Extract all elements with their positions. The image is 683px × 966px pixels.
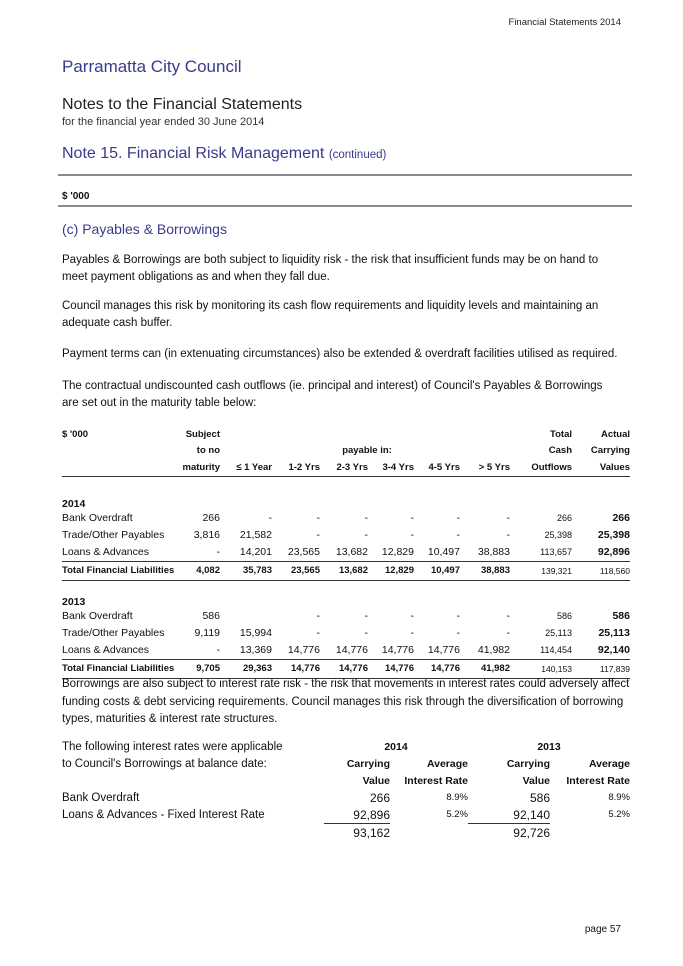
table-cell: -	[364, 512, 368, 524]
ir-value-b: Value	[522, 774, 550, 787]
total-cell: 35,783	[220, 561, 272, 580]
total-cell: 14,776	[272, 659, 320, 678]
table-cell: -	[410, 627, 414, 639]
ir-total-2014: 93,162	[324, 824, 390, 842]
table-cell: -	[316, 512, 320, 524]
total-cell: 23,565	[272, 561, 320, 580]
table-cell: 9,119	[194, 627, 220, 639]
ir-row-label: Bank Overdraft	[62, 791, 140, 804]
table-cell: -	[268, 512, 272, 524]
ir-rate-2013: 5.2%	[608, 809, 630, 821]
table-cell: 14,776	[272, 642, 320, 660]
table-cell: 21,582	[239, 529, 272, 541]
table-cell: 3,816	[193, 529, 220, 541]
total-cell: 10,497	[414, 561, 460, 580]
table-cell: 266	[612, 512, 630, 524]
table-row	[62, 527, 630, 544]
head-1-year: ≤ 1 Year	[220, 459, 272, 476]
table-cell: -	[410, 529, 414, 541]
unit-label: $ '000	[62, 191, 90, 202]
head-outflows: Outflows	[510, 459, 572, 476]
ir-value-2013: 92,140	[468, 806, 550, 824]
total-cell: 41,982	[460, 659, 510, 678]
total-label: Total Financial Liabilities	[62, 561, 180, 580]
total-cell: 13,682	[320, 561, 368, 580]
table-cell: 266	[202, 512, 220, 524]
head-maturity: maturity	[180, 459, 220, 476]
total-cell: 38,883	[460, 561, 510, 580]
total-cell: 12,829	[368, 561, 414, 580]
divider-bottom	[58, 205, 632, 207]
table-cell: -	[506, 610, 510, 622]
table-cell: 14,776	[368, 642, 414, 660]
total-cell: 14,776	[414, 659, 460, 678]
head-total: Total	[550, 428, 572, 440]
table-cell: -	[364, 610, 368, 622]
paragraph-liquidity: Payables & Borrowings are both subject to liquidity risk - the risk that insufficient funds may be on hand to meet payment obligations as and when they fall due.	[62, 254, 599, 283]
ir-carrying-b: Carrying	[506, 757, 550, 770]
year-2013: 2013	[62, 595, 86, 608]
total-cell: 139,321	[510, 561, 572, 580]
table-cell	[220, 608, 272, 625]
table-cell: -	[456, 512, 460, 524]
ir-average-b: Average	[588, 757, 630, 770]
table-cell: 14,776	[414, 642, 460, 660]
total-cell: 4,082	[180, 561, 220, 580]
total-cell: 9,705	[180, 659, 220, 678]
head-payable-in: payable in:	[342, 445, 392, 457]
table-cell: -	[364, 529, 368, 541]
table-row	[62, 608, 630, 625]
table-row	[62, 510, 630, 527]
ir-year-2013: 2013	[537, 740, 561, 753]
head-actual: Actual	[600, 428, 630, 440]
table-cell: 586	[556, 611, 572, 621]
total-row	[62, 561, 630, 580]
ir-rate-2014: 8.9%	[446, 792, 468, 803]
table-row	[62, 625, 630, 642]
ir-carrying-a: Carrying	[346, 757, 390, 770]
head-total-2: Cash	[548, 445, 572, 457]
ir-rate-b: Interest Rate	[566, 774, 630, 787]
table-cell: 13,369	[220, 642, 272, 660]
head-values: Values	[572, 459, 630, 476]
head-5-plus-yrs: > 5 Yrs	[460, 459, 510, 476]
table-cell: 23,565	[272, 544, 320, 562]
table-cell: -	[506, 512, 510, 524]
table-cell: -	[180, 642, 220, 660]
paragraph-monitoring: Council manages this risk by monitoring its cash flow requirements and liquidity levels and maintaining an adequate cash buffer.	[62, 300, 599, 329]
ir-intro-1: The following interest rates were applicable	[62, 740, 283, 753]
table-cell: -	[316, 529, 320, 541]
table-cell: -	[456, 627, 460, 639]
total-cell: 140,153	[510, 659, 572, 678]
table-cell: -	[410, 512, 414, 524]
row-label: Bank Overdraft	[62, 512, 133, 524]
total-cell: 118,560	[572, 561, 630, 580]
total-cell: 29,363	[220, 659, 272, 678]
ir-total-2013: 92,726	[468, 824, 550, 842]
row-label: Bank Overdraft	[62, 610, 133, 622]
note-continued: (continued)	[328, 149, 387, 161]
table-cell: -	[316, 610, 320, 622]
divider-top	[58, 174, 632, 176]
table-cell: -	[364, 627, 368, 639]
total-cell: 117,839	[572, 659, 630, 678]
row-label: Trade/Other Payables	[62, 529, 165, 541]
paragraph-interest-risk: Borrowings are also subject to interest rate risk - the risk that movements in interest rates could adversely affect funding costs & debt servicing requirements. Council manages this risk through the diversification of borrowing types, maturities & interest rate structures.	[62, 678, 630, 725]
ir-average-a: Average	[426, 757, 468, 770]
table-cell: 92,140	[572, 642, 630, 660]
ir-rate-a: Interest Rate	[404, 774, 468, 787]
page-number: page 57	[584, 924, 621, 935]
maturity-table	[62, 426, 630, 679]
table-cell: -	[506, 627, 510, 639]
table-cell: 25,398	[597, 529, 630, 541]
table-cell: -	[456, 529, 460, 541]
running-header: Financial Statements 2014	[508, 17, 621, 28]
interest-rate-table	[62, 738, 630, 841]
table-cell: 13,682	[320, 544, 368, 562]
paragraph-contractual: The contractual undiscounted cash outflows (ie. principal and interest) of Council's Payables & Borrowings are set out in the maturity table below:	[62, 380, 603, 409]
ir-year-2014: 2014	[384, 740, 408, 753]
table-cell: 586	[202, 610, 220, 622]
table-cell: 15,994	[239, 627, 272, 639]
table-cell: 12,829	[368, 544, 414, 562]
ir-value-2014: 266	[369, 790, 390, 805]
ir-row	[62, 806, 630, 824]
table-cell: 41,982	[460, 642, 510, 660]
row-label: Trade/Other Payables	[62, 627, 165, 639]
council-name: Parramatta City Council	[62, 57, 242, 76]
head-1-2-yrs: 1-2 Yrs	[272, 459, 320, 476]
table-cell: 25,398	[544, 530, 572, 540]
table-cell: 14,776	[320, 642, 368, 660]
head-2-3-yrs: 2-3 Yrs	[320, 459, 368, 476]
table-cell: 14,201	[220, 544, 272, 562]
table-cell: 586	[612, 610, 630, 622]
table-row	[62, 642, 630, 660]
total-cell: 14,776	[368, 659, 414, 678]
table-cell: 92,896	[572, 544, 630, 562]
ir-rate-2014: 5.2%	[446, 809, 468, 821]
table-cell: 38,883	[460, 544, 510, 562]
ir-rate-2013: 8.9%	[608, 792, 630, 803]
head-3-4-yrs: 3-4 Yrs	[368, 459, 414, 476]
table-cell: 266	[556, 513, 572, 523]
ir-value-a: Value	[362, 774, 390, 787]
table-cell: -	[456, 610, 460, 622]
table-row	[62, 544, 630, 562]
head-actual-2: Carrying	[590, 445, 630, 457]
document-subtitle: for the financial year ended 30 June 2014	[62, 116, 265, 128]
table-cell: -	[180, 544, 220, 562]
head-4-5-yrs: 4-5 Yrs	[414, 459, 460, 476]
note-title-text: Note 15. Financial Risk Management	[62, 145, 325, 162]
table-unit: $ '000	[62, 428, 89, 440]
table-cell: -	[410, 610, 414, 622]
table-cell: 10,497	[414, 544, 460, 562]
table-cell: 114,454	[510, 642, 572, 660]
table-cell: 25,113	[545, 628, 572, 638]
total-label: Total Financial Liabilities	[62, 659, 180, 678]
year-2014: 2014	[62, 497, 86, 510]
table-cell: -	[506, 529, 510, 541]
table-cell: 113,657	[510, 544, 572, 562]
ir-value-2014: 92,896	[324, 806, 390, 824]
row-label: Loans & Advances	[62, 544, 180, 562]
head-subject: Subject	[185, 428, 220, 440]
ir-intro-2: to Council's Borrowings at balance date:	[62, 757, 267, 770]
ir-value-2013: 586	[529, 790, 550, 805]
row-label: Loans & Advances	[62, 642, 180, 660]
ir-row-label: Loans & Advances - Fixed Interest Rate	[62, 808, 265, 821]
paragraph-payment-terms: Payment terms can (in extenuating circumstances) also be extended & overdraft facilities utilised as required.	[62, 348, 618, 360]
section-heading: (c) Payables & Borrowings	[62, 221, 227, 237]
note-title	[62, 145, 386, 163]
total-cell: 14,776	[320, 659, 368, 678]
ir-row	[62, 789, 630, 806]
table-cell: -	[316, 627, 320, 639]
head-subject-2: to no	[196, 445, 220, 457]
table-cell: 25,113	[598, 627, 630, 639]
document-title: Notes to the Financial Statements	[62, 96, 303, 113]
